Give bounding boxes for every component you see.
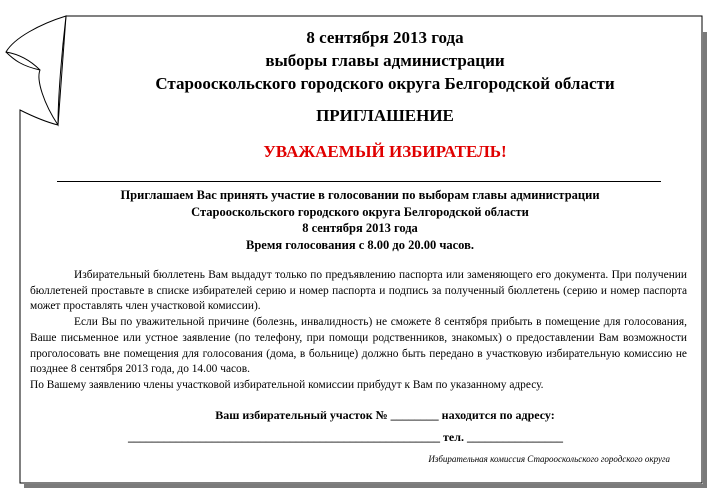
precinct-line: Ваш избирательный участок № ________ находится по адресу: xyxy=(215,408,555,422)
page-shadow-bottom xyxy=(24,484,707,488)
intro-voting-time: Время голосования с 8.00 до 20.00 часов. xyxy=(245,238,474,252)
page-curl-icon xyxy=(6,16,66,125)
address-phone-line: ____________________________________________________ тел. ________________ xyxy=(128,430,563,444)
body-paragraph-home-voting: Если Вы по уважительной причине (болезнь, инвалидность) не сможете 8 сентября прибыть в помещение для голосования, Ваше письменное или устное заявление (по телефону, при помощи родственников, знакомых) о предоставлении Вам возможности проголосовать вне помещения для голосования (дома, в больнице) должно быть передано в участковую избирательную комиссию не позднее 8 сентября 2013 года, до 14.00 часов. xyxy=(30,316,687,376)
body-paragraph-ballot: Избирательный бюллетень Вам выдадут только по предъявлению паспорта или заменяющего его документа. При получении бюллетеней проставьте в списке избирателей серию и номер паспорта и подпись за полученный бюллетень (серию и номер паспорта может проставлять член участковой комиссии). xyxy=(30,269,687,313)
intro-line-1: Приглашаем Вас принять участие в голосовании по выборам главы администрации xyxy=(120,188,600,202)
header-district: Старооскольского городского округа Белгородской области xyxy=(155,74,615,93)
body-paragraph-commission-visit: По Вашему заявлению члены участковой избирательной комиссии прибудут к Вам по указанному адресу. xyxy=(30,378,544,391)
intro-line-3: 8 сентября 2013 года xyxy=(302,221,418,235)
header-date: 8 сентября 2013 года xyxy=(306,28,464,47)
intro-line-2: Старооскольского городского округа Белгородской области xyxy=(191,205,529,219)
dear-voter-heading: УВАЖАЕМЫЙ ИЗБИРАТЕЛЬ! xyxy=(263,142,507,161)
divider-line xyxy=(57,181,661,182)
commission-signature: Избирательная комиссия Старооскольского городского округа xyxy=(428,454,670,464)
body-text xyxy=(30,268,687,394)
invitation-heading: ПРИГЛАШЕНИЕ xyxy=(316,106,454,125)
header-election-title: выборы главы администрации xyxy=(265,51,505,70)
